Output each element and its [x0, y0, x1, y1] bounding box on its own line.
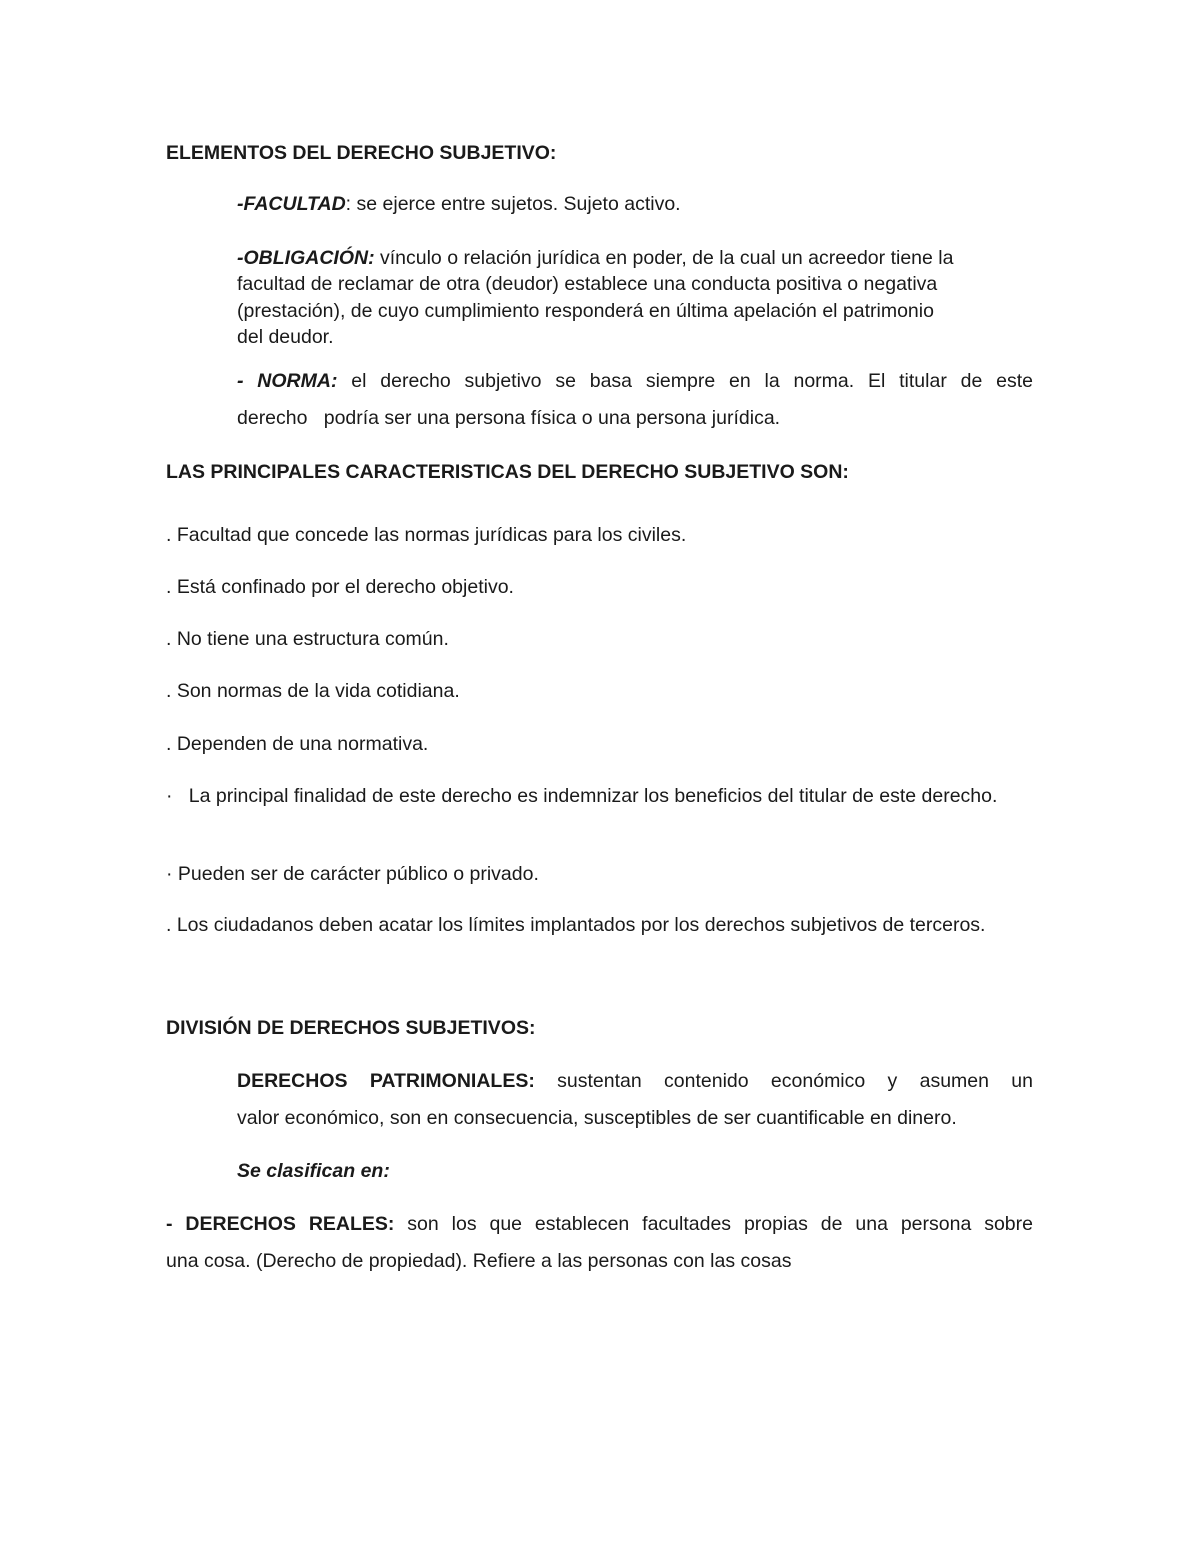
term-norma: - NORMA: — [237, 370, 338, 392]
paragraph-reales — [166, 1211, 1033, 1237]
list-item-caracteristica-7: · Pueden ser de carácter público o privado. — [166, 863, 539, 885]
text-norma-line1: el derecho subjetivo se basa siempre en la norma. El titular de este — [337, 370, 1033, 392]
text-obligacion-line1: vínculo o relación jurídica en poder, de la cual un acreedor tiene la — [374, 247, 954, 269]
subheading-clasifican: Se clasifican en: — [237, 1160, 390, 1182]
paragraph-norma — [237, 368, 1033, 394]
term-obligacion: -OBLIGACIÓN: — [237, 247, 375, 269]
text-patrimoniales-line2: valor económico, son en consecuencia, susceptibles de ser cuantificable en dinero. — [237, 1107, 957, 1129]
text-obligacion-line2: facultad de reclamar de otra (deudor) establece una conducta positiva o negativa — [237, 273, 938, 295]
section-heading-caracteristicas: LAS PRINCIPALES CARACTERISTICAS DEL DERECHO SUBJETIVO SON: — [166, 461, 849, 483]
text-reales-line1: son los que establecen facultades propias de una persona sobre — [394, 1213, 1033, 1235]
section-heading-elementos: ELEMENTOS DEL DERECHO SUBJETIVO: — [166, 142, 557, 164]
list-item-caracteristica-5: . Dependen de una normativa. — [166, 733, 429, 755]
term-reales: - DERECHOS REALES: — [166, 1213, 395, 1235]
text-obligacion-line4: del deudor. — [237, 326, 334, 348]
list-item-caracteristica-4: . Son normas de la vida cotidiana. — [166, 680, 460, 702]
section-heading-division: DIVISIÓN DE DERECHOS SUBJETIVOS: — [166, 1017, 536, 1039]
paragraph-obligacion — [237, 245, 1033, 271]
text-reales-line2: una cosa. (Derecho de propiedad). Refiere a las personas con las cosas — [166, 1250, 792, 1272]
text-facultad: : se ejerce entre sujetos. Sujeto activo. — [345, 193, 681, 215]
text-patrimoniales-line1: sustentan contenido económico y asumen un — [534, 1070, 1033, 1092]
term-facultad: -FACULTAD — [237, 193, 346, 215]
list-item-caracteristica-6: · La principal finalidad de este derecho es indemnizar los beneficios del titular de este derecho. — [166, 785, 998, 807]
list-item-caracteristica-2: . Está confinado por el derecho objetivo. — [166, 576, 514, 598]
text-norma-line2: derecho podría ser una persona física o una persona jurídica. — [237, 407, 781, 429]
list-item-caracteristica-1: . Facultad que concede las normas jurídicas para los civiles. — [166, 524, 687, 546]
list-item-caracteristica-8: . Los ciudadanos deben acatar los límites implantados por los derechos subjetivos de terceros. — [166, 914, 986, 936]
text-obligacion-line3: (prestación), de cuyo cumplimiento responderá en última apelación el patrimonio — [237, 300, 934, 322]
term-patrimoniales: DERECHOS PATRIMONIALES: — [237, 1070, 535, 1092]
paragraph-facultad — [237, 191, 681, 217]
paragraph-patrimoniales — [237, 1068, 1033, 1094]
list-item-caracteristica-3: . No tiene una estructura común. — [166, 628, 449, 650]
